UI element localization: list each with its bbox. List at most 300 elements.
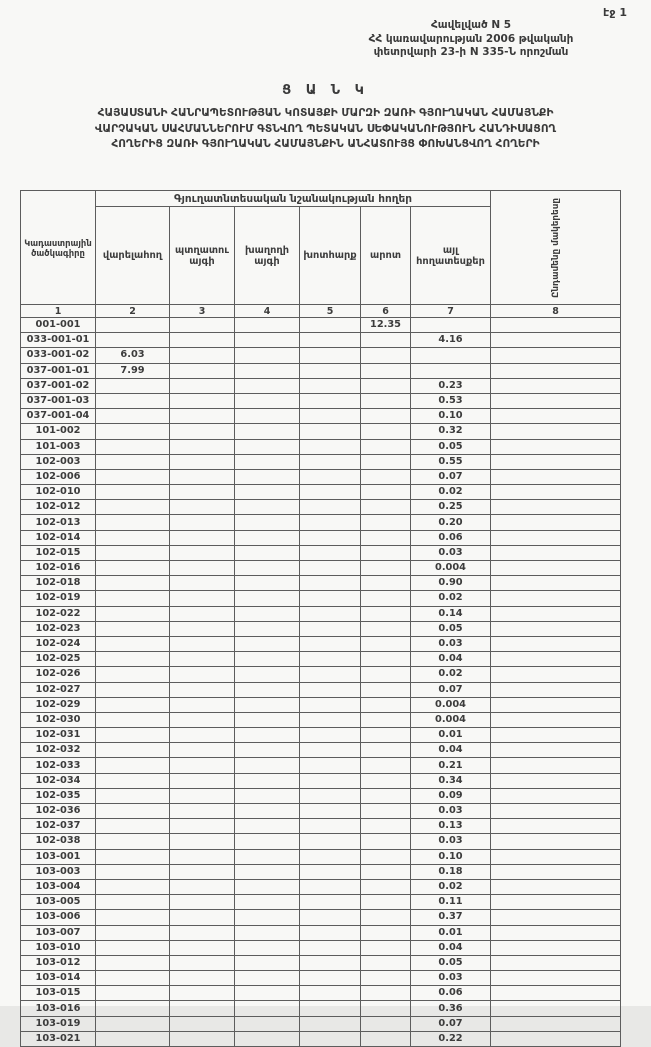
area-value-cell <box>235 758 300 773</box>
area-value-cell <box>235 879 300 894</box>
area-value-cell <box>361 728 411 743</box>
area-value-cell <box>491 561 621 576</box>
area-value-cell <box>491 515 621 530</box>
area-value-cell <box>96 955 170 970</box>
cadastral-code-cell: 033-001-02 <box>21 348 96 363</box>
area-value-cell <box>361 879 411 894</box>
area-value-cell <box>235 348 300 363</box>
area-value-cell <box>300 378 361 393</box>
area-value-cell <box>235 834 300 849</box>
table-row <box>21 910 621 925</box>
area-value-cell <box>96 561 170 576</box>
cadastral-code-cell: 102-038 <box>21 834 96 849</box>
area-value-cell <box>96 773 170 788</box>
area-value-cell <box>491 576 621 591</box>
area-value-cell <box>300 879 361 894</box>
area-value-cell <box>300 469 361 484</box>
area-value-cell <box>300 804 361 819</box>
area-value-cell <box>235 621 300 636</box>
area-value-cell <box>300 667 361 682</box>
cadastral-code-cell: 037-001-02 <box>21 378 96 393</box>
table-row <box>21 864 621 879</box>
cadastral-code-cell: 102-027 <box>21 682 96 697</box>
cadastral-code-cell: 103-005 <box>21 895 96 910</box>
cadastral-code-cell: 033-001-01 <box>21 333 96 348</box>
area-value-cell: 0.10 <box>411 409 491 424</box>
area-value-cell <box>300 454 361 469</box>
area-value-cell <box>170 712 235 727</box>
area-value-cell <box>491 819 621 834</box>
table-body <box>21 318 621 1047</box>
cadastral-code-cell: 037-001-04 <box>21 409 96 424</box>
area-value-cell <box>235 728 300 743</box>
area-value-cell <box>361 439 411 454</box>
cadastral-code-cell: 103-004 <box>21 879 96 894</box>
area-value-cell <box>96 940 170 955</box>
area-value-cell: 0.07 <box>411 1016 491 1031</box>
area-value-cell <box>170 636 235 651</box>
table-row <box>21 925 621 940</box>
area-value-cell <box>491 485 621 500</box>
area-value-cell <box>170 940 235 955</box>
area-value-cell <box>491 728 621 743</box>
area-value-cell <box>361 864 411 879</box>
table-row <box>21 363 621 378</box>
area-value-cell <box>491 773 621 788</box>
area-value-cell <box>491 636 621 651</box>
area-value-cell <box>170 849 235 864</box>
cadastral-code-cell: 102-035 <box>21 788 96 803</box>
area-value-cell <box>491 804 621 819</box>
area-value-cell <box>361 424 411 439</box>
area-value-cell <box>361 378 411 393</box>
column-header-hayfield: խոտհարք <box>300 207 361 305</box>
cadastral-code-cell: 102-029 <box>21 697 96 712</box>
area-value-cell <box>235 819 300 834</box>
area-value-cell <box>300 1031 361 1046</box>
cadastral-code-cell: 102-012 <box>21 500 96 515</box>
area-value-cell: 0.07 <box>411 682 491 697</box>
column-number: 5 <box>300 305 361 318</box>
area-value-cell <box>170 424 235 439</box>
area-value-cell <box>361 955 411 970</box>
land-list-table <box>20 190 621 1047</box>
table-row <box>21 652 621 667</box>
area-value-cell <box>491 910 621 925</box>
area-value-cell <box>96 819 170 834</box>
area-value-cell: 0.03 <box>411 545 491 560</box>
area-value-cell <box>300 773 361 788</box>
area-value-cell <box>361 469 411 484</box>
area-value-cell <box>491 393 621 408</box>
area-value-cell <box>300 728 361 743</box>
area-value-cell <box>361 773 411 788</box>
table-row <box>21 606 621 621</box>
area-value-cell <box>170 728 235 743</box>
area-value-cell: 0.10 <box>411 849 491 864</box>
table-row <box>21 333 621 348</box>
area-value-cell <box>170 986 235 1001</box>
cadastral-code-cell: 103-012 <box>21 955 96 970</box>
area-value-cell <box>361 652 411 667</box>
table-row <box>21 621 621 636</box>
appendix-line: ՀՀ կառավարության 2006 թվականի <box>368 32 574 45</box>
area-value-cell <box>170 621 235 636</box>
area-value-cell <box>491 697 621 712</box>
area-value-cell <box>235 424 300 439</box>
area-value-cell <box>235 591 300 606</box>
area-value-cell <box>361 333 411 348</box>
area-value-cell <box>96 485 170 500</box>
area-value-cell: 7.99 <box>96 363 170 378</box>
area-value-cell <box>300 971 361 986</box>
area-value-cell <box>491 333 621 348</box>
area-value-cell <box>96 971 170 986</box>
area-value-cell <box>96 682 170 697</box>
table-column-numbers-row <box>21 305 621 318</box>
area-value-cell: 0.18 <box>411 864 491 879</box>
area-value-cell <box>235 363 300 378</box>
table-row <box>21 409 621 424</box>
area-value-cell <box>361 393 411 408</box>
cadastral-code-cell: 103-019 <box>21 1016 96 1031</box>
area-value-cell <box>411 363 491 378</box>
area-value-cell <box>491 469 621 484</box>
area-value-cell <box>96 515 170 530</box>
column-header-pasture: արոտ <box>361 207 411 305</box>
area-value-cell <box>300 940 361 955</box>
area-value-cell <box>491 758 621 773</box>
area-value-cell: 0.004 <box>411 697 491 712</box>
area-value-cell <box>300 925 361 940</box>
area-value-cell <box>170 788 235 803</box>
area-value-cell: 0.25 <box>411 500 491 515</box>
table-row <box>21 804 621 819</box>
area-value-cell <box>491 606 621 621</box>
area-value-cell <box>170 925 235 940</box>
document-title: Ց Ա Ն Կ <box>282 83 369 98</box>
area-value-cell: 0.02 <box>411 879 491 894</box>
column-number: 4 <box>235 305 300 318</box>
document-subtitle <box>12 106 639 153</box>
area-value-cell <box>170 348 235 363</box>
area-value-cell: 0.22 <box>411 1031 491 1046</box>
area-value-cell: 0.05 <box>411 621 491 636</box>
area-value-cell <box>361 834 411 849</box>
area-value-cell <box>491 743 621 758</box>
area-value-cell: 0.04 <box>411 652 491 667</box>
area-value-cell <box>235 454 300 469</box>
area-value-cell <box>300 1016 361 1031</box>
area-value-cell <box>491 1016 621 1031</box>
area-value-cell <box>96 910 170 925</box>
area-value-cell <box>170 879 235 894</box>
table-row <box>21 515 621 530</box>
area-value-cell <box>491 378 621 393</box>
table-row <box>21 1016 621 1031</box>
cadastral-code-cell: 102-003 <box>21 454 96 469</box>
area-value-cell <box>170 363 235 378</box>
area-value-cell <box>300 606 361 621</box>
area-value-cell <box>96 636 170 651</box>
area-value-cell <box>235 895 300 910</box>
area-value-cell: 0.53 <box>411 393 491 408</box>
column-header-other-lands: այլ հողատեսքեր <box>411 207 491 305</box>
area-value-cell <box>235 318 300 333</box>
area-value-cell <box>170 485 235 500</box>
area-value-cell <box>361 636 411 651</box>
area-value-cell <box>300 819 361 834</box>
area-value-cell <box>235 971 300 986</box>
area-value-cell <box>491 682 621 697</box>
area-value-cell <box>361 530 411 545</box>
area-value-cell: 0.32 <box>411 424 491 439</box>
cadastral-code-cell: 102-018 <box>21 576 96 591</box>
area-value-cell: 0.21 <box>411 758 491 773</box>
area-value-cell <box>235 333 300 348</box>
group-header-agricultural-lands: Գյուղատնտեսական նշանակության հողեր <box>96 191 491 207</box>
area-value-cell <box>361 697 411 712</box>
table-row <box>21 819 621 834</box>
area-value-cell <box>300 910 361 925</box>
cadastral-code-cell: 103-001 <box>21 849 96 864</box>
area-value-cell <box>96 1031 170 1046</box>
area-value-cell <box>170 955 235 970</box>
area-value-cell <box>411 348 491 363</box>
area-value-cell: 0.36 <box>411 1001 491 1016</box>
area-value-cell <box>96 925 170 940</box>
area-value-cell <box>170 561 235 576</box>
table-row <box>21 697 621 712</box>
cadastral-code-cell: 103-016 <box>21 1001 96 1016</box>
area-value-cell <box>235 682 300 697</box>
area-value-cell <box>300 849 361 864</box>
column-header-fruit-orchard: պտղատու այգի <box>170 207 235 305</box>
cadastral-code-cell: 102-037 <box>21 819 96 834</box>
area-value-cell: 0.03 <box>411 636 491 651</box>
area-value-cell: 0.02 <box>411 667 491 682</box>
table-row <box>21 530 621 545</box>
area-value-cell <box>170 1016 235 1031</box>
area-value-cell <box>96 697 170 712</box>
area-value-cell <box>170 606 235 621</box>
area-value-cell <box>170 758 235 773</box>
area-value-cell: 6.03 <box>96 348 170 363</box>
area-value-cell <box>96 986 170 1001</box>
area-value-cell <box>96 500 170 515</box>
area-value-cell <box>170 743 235 758</box>
table-row <box>21 682 621 697</box>
cadastral-code-cell: 102-034 <box>21 773 96 788</box>
area-value-cell <box>170 819 235 834</box>
area-value-cell <box>96 712 170 727</box>
area-value-cell <box>300 955 361 970</box>
area-value-cell: 0.04 <box>411 940 491 955</box>
area-value-cell <box>235 864 300 879</box>
area-value-cell <box>361 576 411 591</box>
area-value-cell <box>96 743 170 758</box>
column-number: 1 <box>21 305 96 318</box>
area-value-cell <box>170 652 235 667</box>
area-value-cell <box>96 591 170 606</box>
area-value-cell: 0.20 <box>411 515 491 530</box>
area-value-cell <box>361 1031 411 1046</box>
table-row <box>21 834 621 849</box>
area-value-cell <box>361 849 411 864</box>
area-value-cell <box>235 925 300 940</box>
area-value-cell <box>170 682 235 697</box>
table-row <box>21 454 621 469</box>
area-value-cell <box>491 1001 621 1016</box>
area-value-cell <box>300 545 361 560</box>
area-value-cell <box>96 728 170 743</box>
column-number: 6 <box>361 305 411 318</box>
area-value-cell <box>235 849 300 864</box>
area-value-cell <box>170 910 235 925</box>
area-value-cell <box>300 986 361 1001</box>
area-value-cell <box>491 545 621 560</box>
cadastral-code-cell: 103-006 <box>21 910 96 925</box>
area-value-cell <box>170 895 235 910</box>
area-value-cell <box>170 500 235 515</box>
area-value-cell <box>491 500 621 515</box>
area-value-cell <box>235 788 300 803</box>
area-value-cell <box>361 606 411 621</box>
cadastral-code-cell: 102-016 <box>21 561 96 576</box>
area-value-cell <box>235 940 300 955</box>
area-value-cell <box>300 697 361 712</box>
area-value-cell <box>300 621 361 636</box>
area-value-cell: 0.23 <box>411 378 491 393</box>
area-value-cell <box>361 454 411 469</box>
area-value-cell <box>170 393 235 408</box>
cadastral-code-cell: 102-024 <box>21 636 96 651</box>
column-number: 8 <box>491 305 621 318</box>
table-row <box>21 424 621 439</box>
area-value-cell <box>170 804 235 819</box>
area-value-cell <box>96 652 170 667</box>
area-value-cell <box>96 439 170 454</box>
table-row <box>21 773 621 788</box>
area-value-cell <box>96 454 170 469</box>
area-value-cell <box>170 667 235 682</box>
cadastral-code-cell: 103-003 <box>21 864 96 879</box>
area-value-cell <box>361 561 411 576</box>
cadastral-code-cell: 102-031 <box>21 728 96 743</box>
area-value-cell <box>491 667 621 682</box>
area-value-cell <box>361 1001 411 1016</box>
subtitle-line: ՀԱՅԱՍՏԱՆԻ ՀԱՆՐԱՊԵՏՈՒԹՅԱՆ ԿՈՏԱՅՔԻ ՄԱՐԶԻ ԶԱՌԻ ԳՅՈՒՂԱԿԱՆ ՀԱՄԱՅՆՔԻ <box>97 107 554 119</box>
area-value-cell <box>96 333 170 348</box>
table-row <box>21 879 621 894</box>
area-value-cell <box>235 439 300 454</box>
area-value-cell <box>96 788 170 803</box>
area-value-cell <box>96 393 170 408</box>
subtitle-line: ՀՈՂԵՐԻՑ ԶԱՌԻ ԳՅՈՒՂԱԿԱՆ ՀԱՄԱՅՆՔԻՆ ԱՆՀԱՏՈՒՅՑ ՓՈԽԱՆՑՎՈՂ ՀՈՂԵՐԻ <box>111 138 540 150</box>
area-value-cell <box>300 485 361 500</box>
cadastral-code-cell: 102-030 <box>21 712 96 727</box>
area-value-cell <box>235 712 300 727</box>
cadastral-code-cell: 102-019 <box>21 591 96 606</box>
cadastral-code-cell: 103-014 <box>21 971 96 986</box>
table-row <box>21 561 621 576</box>
area-value-cell <box>300 652 361 667</box>
column-number: 2 <box>96 305 170 318</box>
table-row <box>21 1031 621 1046</box>
area-value-cell: 0.004 <box>411 561 491 576</box>
cadastral-code-cell: 102-026 <box>21 667 96 682</box>
area-value-cell <box>361 910 411 925</box>
area-value-cell: 0.02 <box>411 485 491 500</box>
area-value-cell <box>235 409 300 424</box>
area-value-cell <box>491 424 621 439</box>
area-value-cell <box>361 758 411 773</box>
area-value-cell <box>300 333 361 348</box>
area-value-cell <box>96 530 170 545</box>
area-value-cell <box>170 971 235 986</box>
appendix-reference-block <box>331 19 611 60</box>
cadastral-code-cell: 102-014 <box>21 530 96 545</box>
cadastral-code-cell: 102-025 <box>21 652 96 667</box>
area-value-cell: 0.05 <box>411 955 491 970</box>
area-value-cell <box>235 393 300 408</box>
area-value-cell <box>96 469 170 484</box>
cadastral-code-cell: 103-015 <box>21 986 96 1001</box>
table-row <box>21 758 621 773</box>
table-row <box>21 636 621 651</box>
area-value-cell <box>491 986 621 1001</box>
area-value-cell <box>235 1016 300 1031</box>
area-value-cell <box>235 576 300 591</box>
area-value-cell <box>491 530 621 545</box>
table-row <box>21 591 621 606</box>
area-value-cell: 0.55 <box>411 454 491 469</box>
area-value-cell <box>491 454 621 469</box>
area-value-cell <box>96 758 170 773</box>
table-row <box>21 378 621 393</box>
area-value-cell <box>491 864 621 879</box>
area-value-cell <box>361 363 411 378</box>
area-value-cell <box>235 1001 300 1016</box>
table-row <box>21 1001 621 1016</box>
table-row <box>21 667 621 682</box>
area-value-cell <box>170 864 235 879</box>
area-value-cell: 0.03 <box>411 971 491 986</box>
area-value-cell <box>235 636 300 651</box>
area-value-cell <box>491 879 621 894</box>
area-value-cell <box>491 712 621 727</box>
area-value-cell <box>300 515 361 530</box>
table-row <box>21 545 621 560</box>
appendix-line: փետրվարի 23-ի N 335-Ն որոշման <box>373 46 569 58</box>
area-value-cell <box>361 515 411 530</box>
area-value-cell <box>491 925 621 940</box>
table-row <box>21 439 621 454</box>
area-value-cell <box>235 378 300 393</box>
area-value-cell <box>361 940 411 955</box>
area-value-cell <box>235 955 300 970</box>
area-value-cell <box>235 515 300 530</box>
area-value-cell <box>96 667 170 682</box>
cadastral-code-cell: 103-010 <box>21 940 96 955</box>
area-value-cell <box>361 788 411 803</box>
area-value-cell: 0.05 <box>411 439 491 454</box>
table-row <box>21 712 621 727</box>
table-row <box>21 788 621 803</box>
area-value-cell <box>300 864 361 879</box>
cadastral-code-cell: 102-010 <box>21 485 96 500</box>
area-value-cell <box>235 469 300 484</box>
